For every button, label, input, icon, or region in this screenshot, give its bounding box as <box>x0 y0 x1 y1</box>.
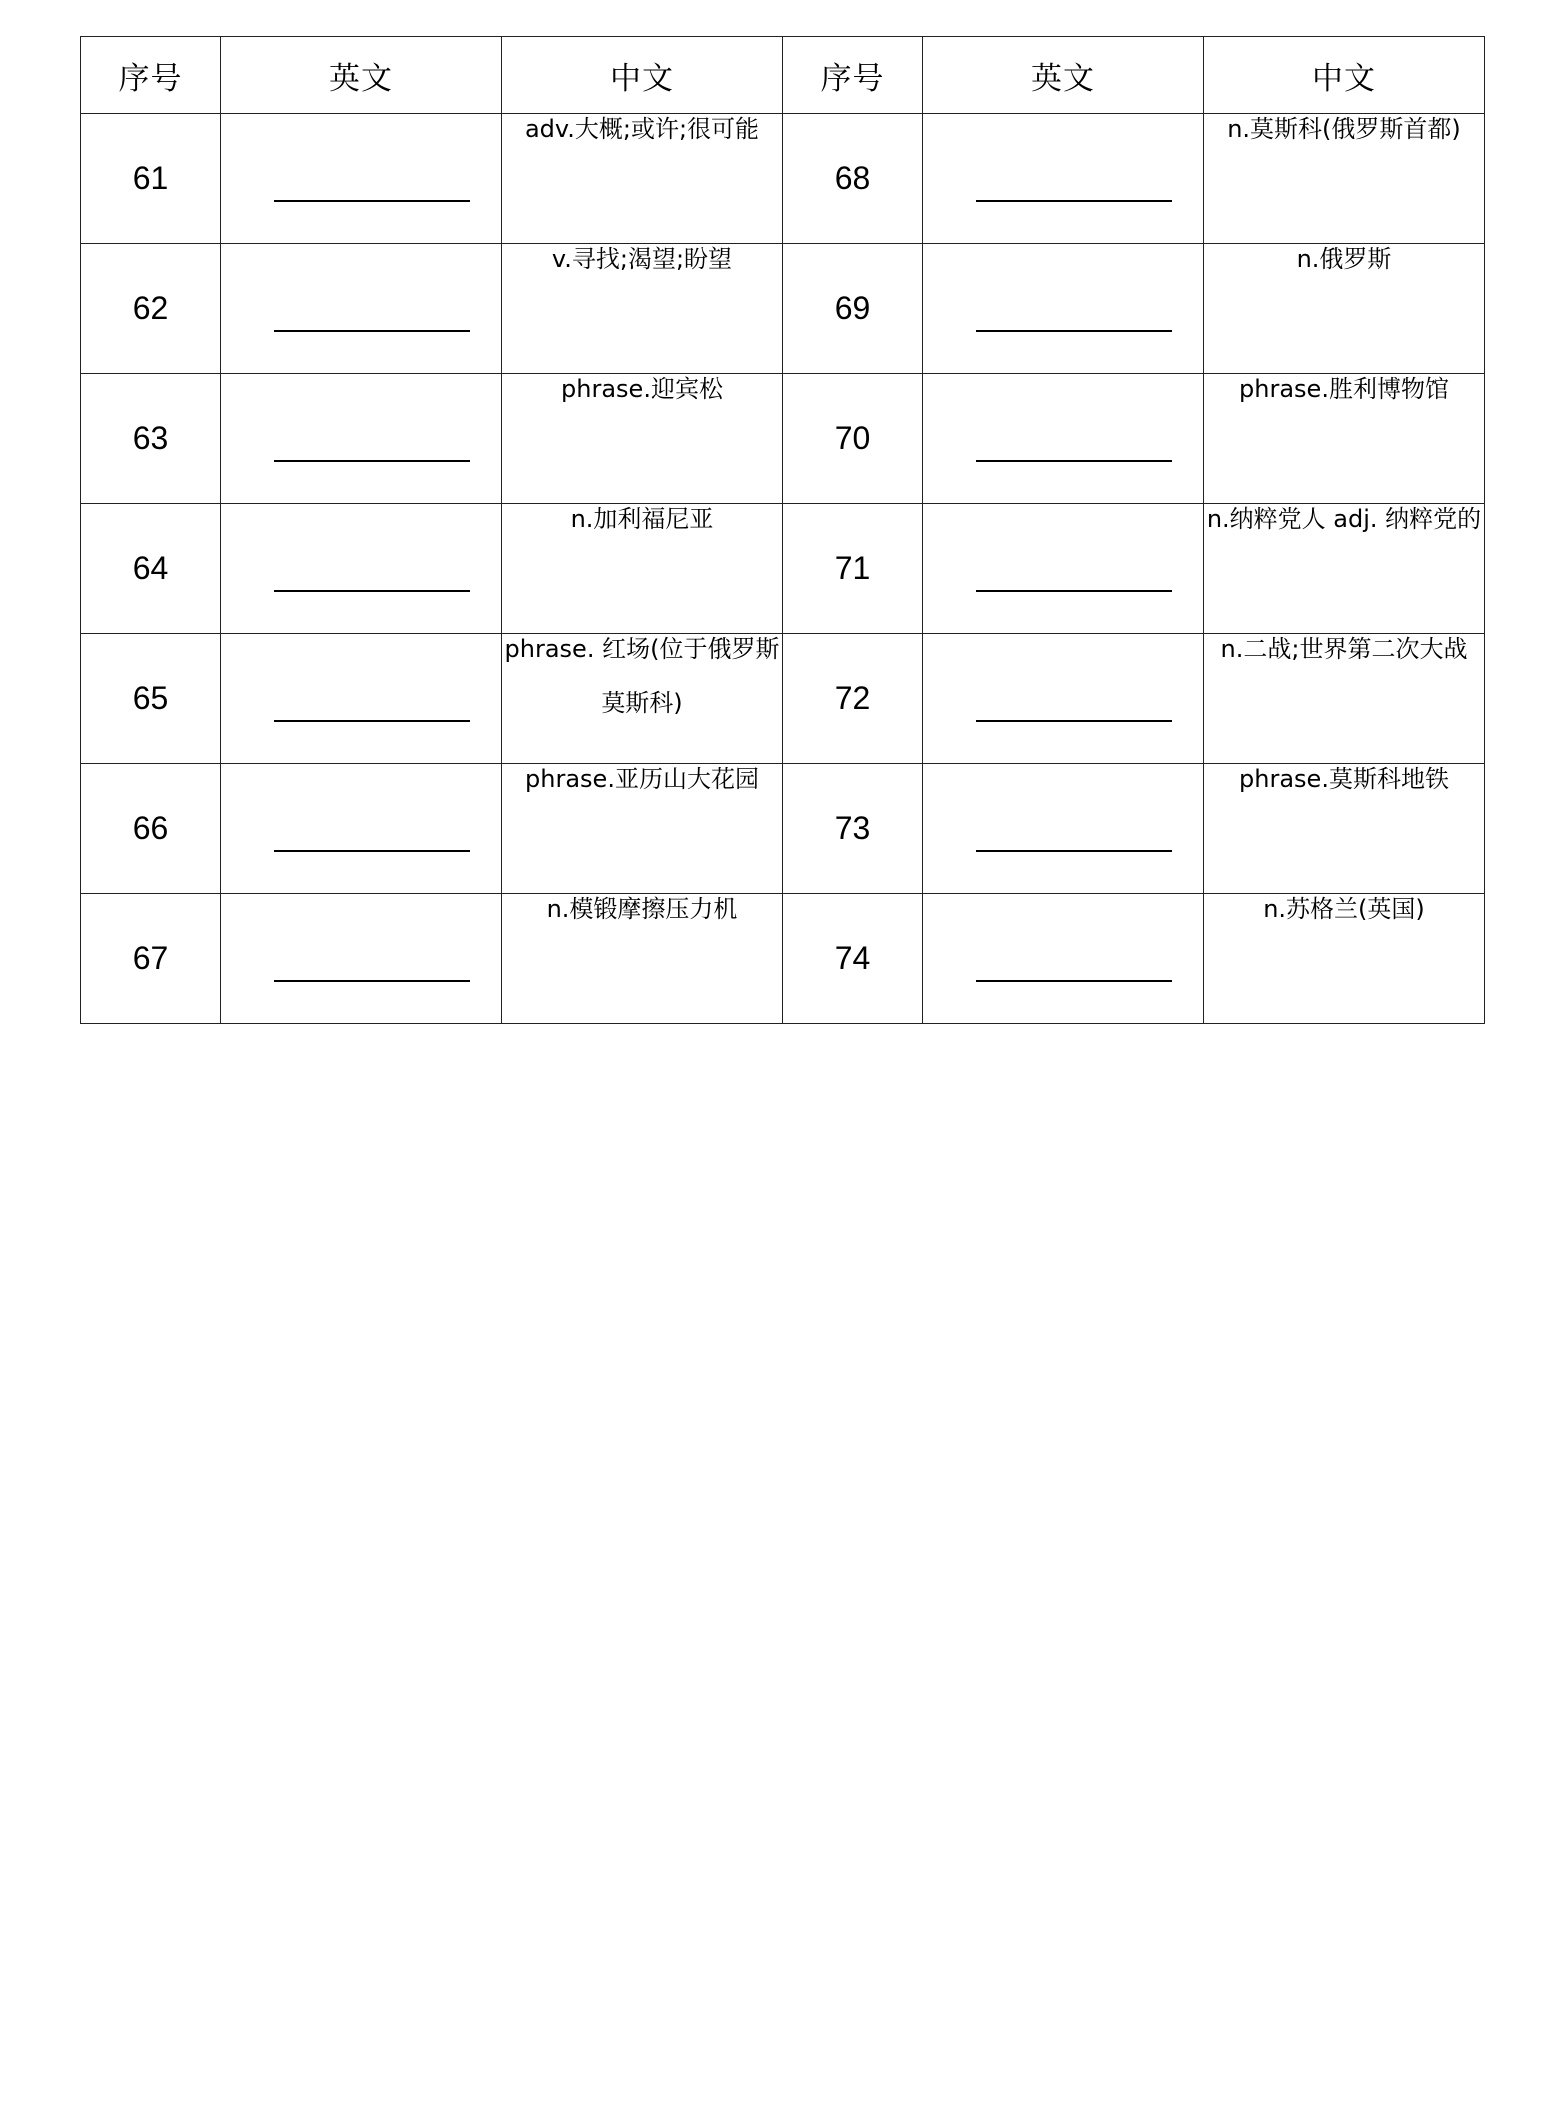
english-answer-cell[interactable] <box>923 634 1204 764</box>
chinese-meaning-cell <box>1204 114 1485 244</box>
english-answer-cell[interactable] <box>923 374 1204 504</box>
chinese-meaning-cell <box>502 114 783 244</box>
item-number: 63 <box>81 374 221 504</box>
table-row <box>81 374 1485 504</box>
item-number: 73 <box>783 764 923 894</box>
header-chinese: 中文 <box>1204 37 1485 114</box>
item-number: 66 <box>81 764 221 894</box>
chinese-meaning-cell <box>502 504 783 634</box>
vocabulary-table <box>80 36 1485 1024</box>
item-number: 68 <box>783 114 923 244</box>
chinese-meaning: phrase.胜利博物馆 <box>1239 375 1449 403</box>
answer-blank-line[interactable] <box>976 200 1172 202</box>
item-number: 72 <box>783 634 923 764</box>
header-number: 序号 <box>783 37 923 114</box>
chinese-meaning: n.加利福尼亚 <box>570 505 714 533</box>
chinese-meaning-cell <box>1204 764 1485 894</box>
english-answer-cell[interactable] <box>221 244 502 374</box>
item-number: 67 <box>81 894 221 1024</box>
answer-blank-line[interactable] <box>274 330 470 332</box>
chinese-meaning: v.寻找;渴望;盼望 <box>551 245 733 273</box>
answer-blank-line[interactable] <box>976 720 1172 722</box>
english-answer-cell[interactable] <box>923 244 1204 374</box>
chinese-meaning-cell <box>502 894 783 1024</box>
chinese-meaning-cell <box>502 244 783 374</box>
english-answer-cell[interactable] <box>221 894 502 1024</box>
item-number: 64 <box>81 504 221 634</box>
english-answer-cell[interactable] <box>923 894 1204 1024</box>
answer-blank-line[interactable] <box>274 720 470 722</box>
answer-blank-line[interactable] <box>274 460 470 462</box>
english-answer-cell[interactable] <box>221 114 502 244</box>
item-number: 61 <box>81 114 221 244</box>
item-number: 70 <box>783 374 923 504</box>
header-english: 英文 <box>923 37 1204 114</box>
chinese-meaning: phrase.迎宾松 <box>561 375 723 403</box>
answer-blank-line[interactable] <box>274 850 470 852</box>
header-chinese: 中文 <box>502 37 783 114</box>
answer-blank-line[interactable] <box>976 460 1172 462</box>
chinese-meaning: phrase.亚历山大花园 <box>525 765 759 793</box>
english-answer-cell[interactable] <box>221 504 502 634</box>
chinese-meaning-cell <box>502 374 783 504</box>
chinese-meaning-cell <box>502 634 783 764</box>
english-answer-cell[interactable] <box>923 764 1204 894</box>
chinese-meaning: n.纳粹党人 adj. 纳粹党的 <box>1206 505 1482 533</box>
answer-blank-line[interactable] <box>274 200 470 202</box>
item-number: 69 <box>783 244 923 374</box>
answer-blank-line[interactable] <box>274 590 470 592</box>
item-number: 62 <box>81 244 221 374</box>
table-row <box>81 504 1485 634</box>
chinese-meaning-cell <box>1204 244 1485 374</box>
table-row <box>81 244 1485 374</box>
answer-blank-line[interactable] <box>976 850 1172 852</box>
english-answer-cell[interactable] <box>221 374 502 504</box>
english-answer-cell[interactable] <box>221 634 502 764</box>
english-answer-cell[interactable] <box>221 764 502 894</box>
chinese-meaning: adv.大概;或许;很可能 <box>524 115 760 143</box>
chinese-meaning-cell <box>1204 504 1485 634</box>
table-row <box>81 764 1485 894</box>
item-number: 71 <box>783 504 923 634</box>
header-english: 英文 <box>221 37 502 114</box>
chinese-meaning: n.苏格兰(英国) <box>1263 895 1425 923</box>
table-row <box>81 114 1485 244</box>
chinese-meaning-cell <box>1204 894 1485 1024</box>
chinese-meaning: n.俄罗斯 <box>1296 245 1392 273</box>
item-number: 65 <box>81 634 221 764</box>
item-number: 74 <box>783 894 923 1024</box>
chinese-meaning: n.莫斯科(俄罗斯首都) <box>1227 115 1461 143</box>
table-row <box>81 634 1485 764</box>
answer-blank-line[interactable] <box>274 980 470 982</box>
chinese-meaning: phrase.莫斯科地铁 <box>1239 765 1449 793</box>
english-answer-cell[interactable] <box>923 114 1204 244</box>
chinese-meaning: n.二战;世界第二次大战 <box>1220 635 1468 663</box>
answer-blank-line[interactable] <box>976 980 1172 982</box>
chinese-meaning: phrase. 红场(位于俄罗斯莫斯科) <box>504 635 780 717</box>
chinese-meaning: n.模锻摩擦压力机 <box>546 895 738 923</box>
header-number: 序号 <box>81 37 221 114</box>
chinese-meaning-cell <box>502 764 783 894</box>
chinese-meaning-cell <box>1204 374 1485 504</box>
answer-blank-line[interactable] <box>976 590 1172 592</box>
table-row <box>81 894 1485 1024</box>
answer-blank-line[interactable] <box>976 330 1172 332</box>
english-answer-cell[interactable] <box>923 504 1204 634</box>
chinese-meaning-cell <box>1204 634 1485 764</box>
